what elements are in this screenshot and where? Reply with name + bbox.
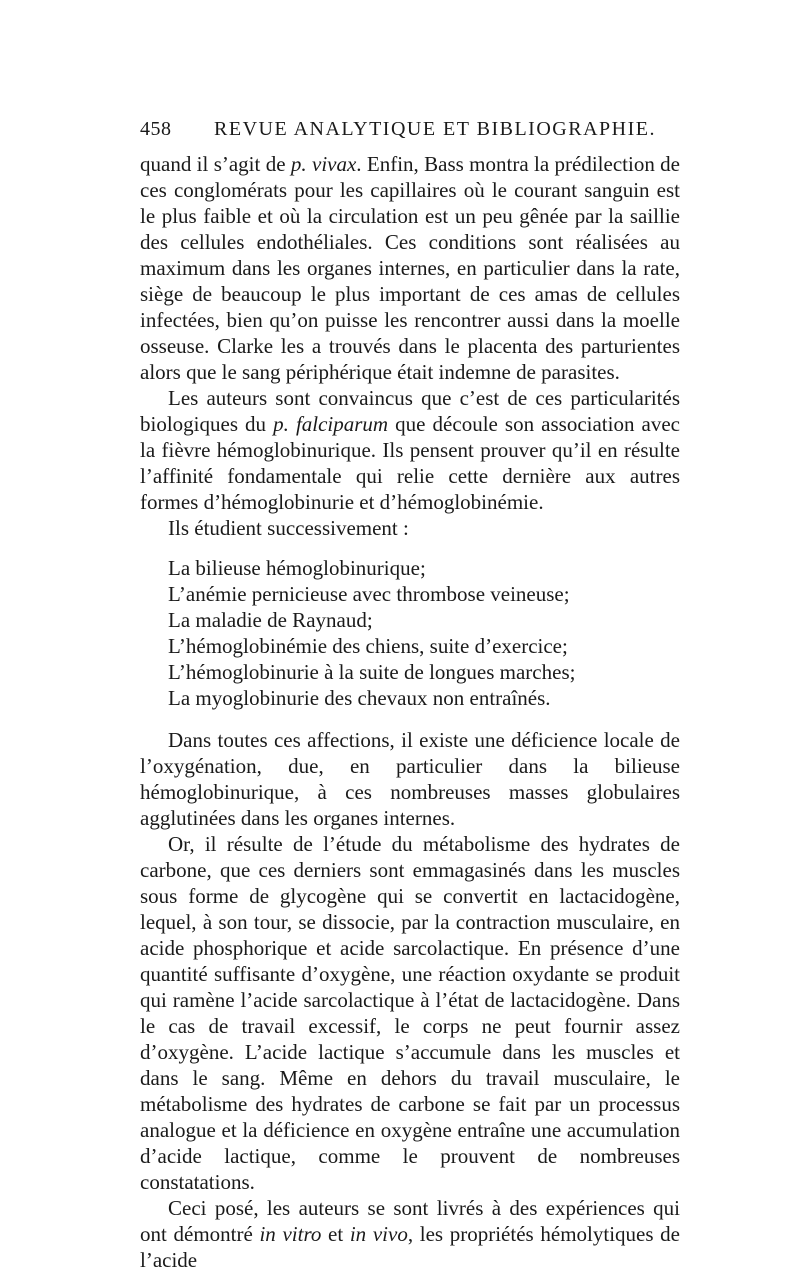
- paragraph-1: quand il s’agit de p. vivax. Enfin, Bass montra la prédilection de ces conglomérats pour les capillaires où le courant sanguin est le plus faible et où la circulation est un peu gênée par la saillie des cellules endothéliales. Ces conditions sont réalisées au maximum dans les organes internes, en particulier dans la rate, siège de beaucoup le plus important de ces amas de cellules infectées, bien qu’on puisse les rencontrer aussi dans la moelle osseuse. Clarke les a trouvés dans le placenta des parturientes alors que le sang périphérique était indemne de parasites.: [140, 152, 680, 384]
- paragraph-5: Or, il résulte de l’étude du métabolisme des hydrates de carbone, que ces derniers sont emmagasinés dans les muscles sous forme de glycogène qui se convertit en lactacidogène, lequel, à son tour, se dissocie, par la contraction musculaire, en acide phosphorique et acide sarcolactique. En présence d’une quantité suffisante d’oxygène, une réaction oxydante se produit qui ramène l’acide sarcolactique à l’état de lactacidogène. Dans le cas de travail excessif, le corps ne peut fournir assez d’oxygène. L’acide lactique s’accumule dans les muscles et dans le sang. Même en dehors du travail musculaire, le métabolisme des hydrates de carbone se fait par un processus analogue et la déficience en oxygène entraîne une accumulation d’acide lactique, comme le prouvent de nombreuses constatations.: [140, 832, 680, 1194]
- list-item: La bilieuse hémoglobinurique;: [168, 556, 426, 580]
- conditions-list: [140, 555, 680, 711]
- list-item: L’hémoglobinurie à la suite de longues marches;: [168, 660, 576, 684]
- running-title: REVUE ANALYTIQUE ET BIBLIOGRAPHIE.: [214, 118, 656, 140]
- page-header: [140, 118, 680, 141]
- paragraph-4: Dans toutes ces affections, il existe une déficience locale de l’oxygénation, due, en particulier dans la bilieuse hémoglobinurique, à ces nombreuses masses globulaires agglutinées dans les organes internes.: [140, 728, 680, 830]
- paragraph-6: Ceci posé, les auteurs se sont livrés à des expériences qui ont démontré in vitro et in vivo, les propriétés hémolytiques de l’acide: [140, 1196, 681, 1272]
- list-item: L’hémoglobinémie des chiens, suite d’exercice;: [168, 634, 568, 658]
- paragraph-3: Ils étudient successivement :: [168, 516, 409, 540]
- species-name: p. vivax: [290, 152, 357, 176]
- page-number: 458: [140, 118, 172, 140]
- paragraph-2: Les auteurs sont convaincus que c’est de ces particularités biologiques du p. falciparum que découle son association avec la fièvre hémoglobinurique. Ils pensent prouver qu’il en résulte l’affinité fondamentale qui relie cette dernière aux autres formes d’hémoglobinurie et d’hémoglobinémie.: [140, 386, 680, 514]
- list-item: La maladie de Raynaud;: [168, 608, 373, 632]
- species-name: p. falciparum: [273, 412, 389, 436]
- list-item: L’anémie pernicieuse avec thrombose veineuse;: [168, 582, 570, 606]
- list-item: La myoglobinurie des chevaux non entraînés.: [168, 686, 551, 710]
- latin-term: in vivo: [349, 1222, 408, 1246]
- latin-term: in vitro: [259, 1222, 322, 1246]
- body-text: [140, 151, 680, 1273]
